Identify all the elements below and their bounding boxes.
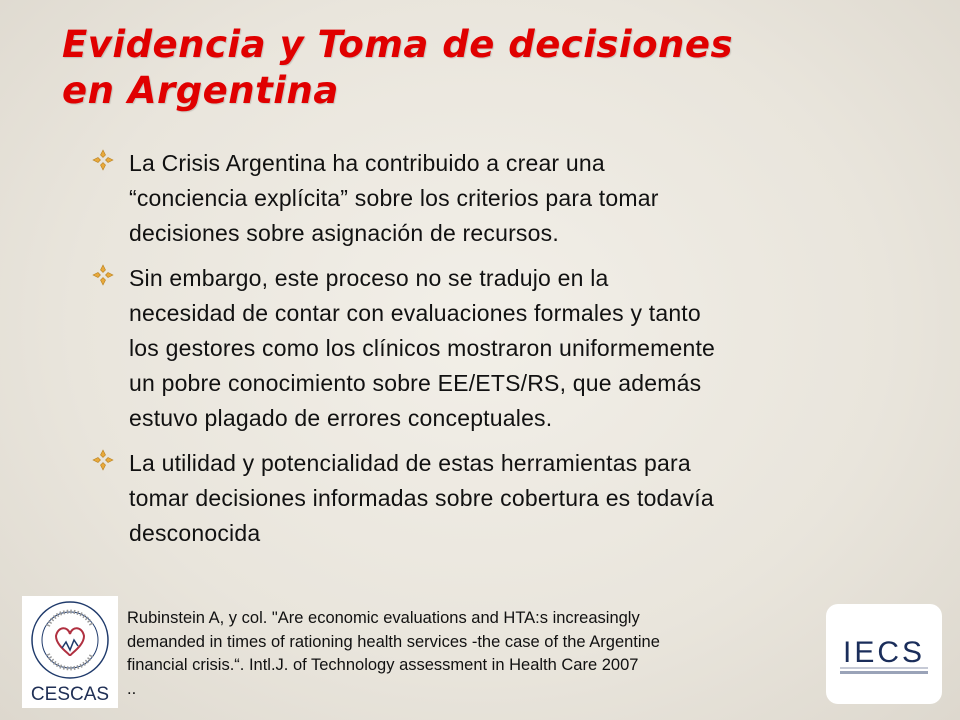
bullet-line: tomar decisiones informadas sobre cobertura es todavía xyxy=(129,485,714,511)
iecs-wordmark: IECS xyxy=(842,636,926,669)
bullet-line: estuvo plagado de errores conceptuales. xyxy=(129,405,553,431)
bullet-item xyxy=(92,261,882,436)
cescas-logo xyxy=(22,596,118,708)
bullet-line: un pobre conocimiento sobre EE/ETS/RS, que además xyxy=(129,370,702,396)
bullet-line: La Crisis Argentina ha contribuido a crear una xyxy=(129,150,605,176)
citation-line: financial crisis.“. Intl.J. of Technology assessment in Health Care 2007 xyxy=(127,656,639,674)
bullet-line: necesidad de contar con evaluaciones formales y tanto xyxy=(129,300,701,326)
bullet-line: La utilidad y potencialidad de estas herramientas para xyxy=(129,450,691,476)
bullet-item xyxy=(92,146,882,251)
diamond-bullet-icon xyxy=(92,149,114,171)
cescas-emblem-icon xyxy=(22,596,118,708)
diamond-bullet-icon xyxy=(92,264,114,286)
bullet-item xyxy=(92,446,882,551)
bullet-line: “conciencia explícita” sobre los criterios para tomar xyxy=(129,185,659,211)
bullet-line: decisiones sobre asignación de recursos. xyxy=(129,220,559,246)
citation xyxy=(127,607,827,701)
bullet-list xyxy=(92,146,882,561)
citation-line: .. xyxy=(127,679,137,698)
bullet-line: desconocida xyxy=(129,520,261,546)
citation-line: demanded in times of rationing health services -the case of the Argentine xyxy=(127,632,660,651)
slide-title xyxy=(62,22,922,114)
citation-line: Rubinstein A, y col. "Are economic evaluations and HTA:s increasingly xyxy=(127,609,640,627)
cescas-wordmark: CESCAS xyxy=(30,684,110,705)
iecs-logo xyxy=(826,604,942,704)
bullet-line: los gestores como los clínicos mostraron uniformemente xyxy=(129,335,716,361)
title-line-1: Evidencia y Toma de decisiones xyxy=(62,23,733,66)
diamond-bullet-icon xyxy=(92,449,114,471)
bullet-line: Sin embargo, este proceso no se tradujo en la xyxy=(129,265,609,291)
iecs-emblem-icon xyxy=(826,604,942,704)
title-line-2: en Argentina xyxy=(62,69,339,112)
